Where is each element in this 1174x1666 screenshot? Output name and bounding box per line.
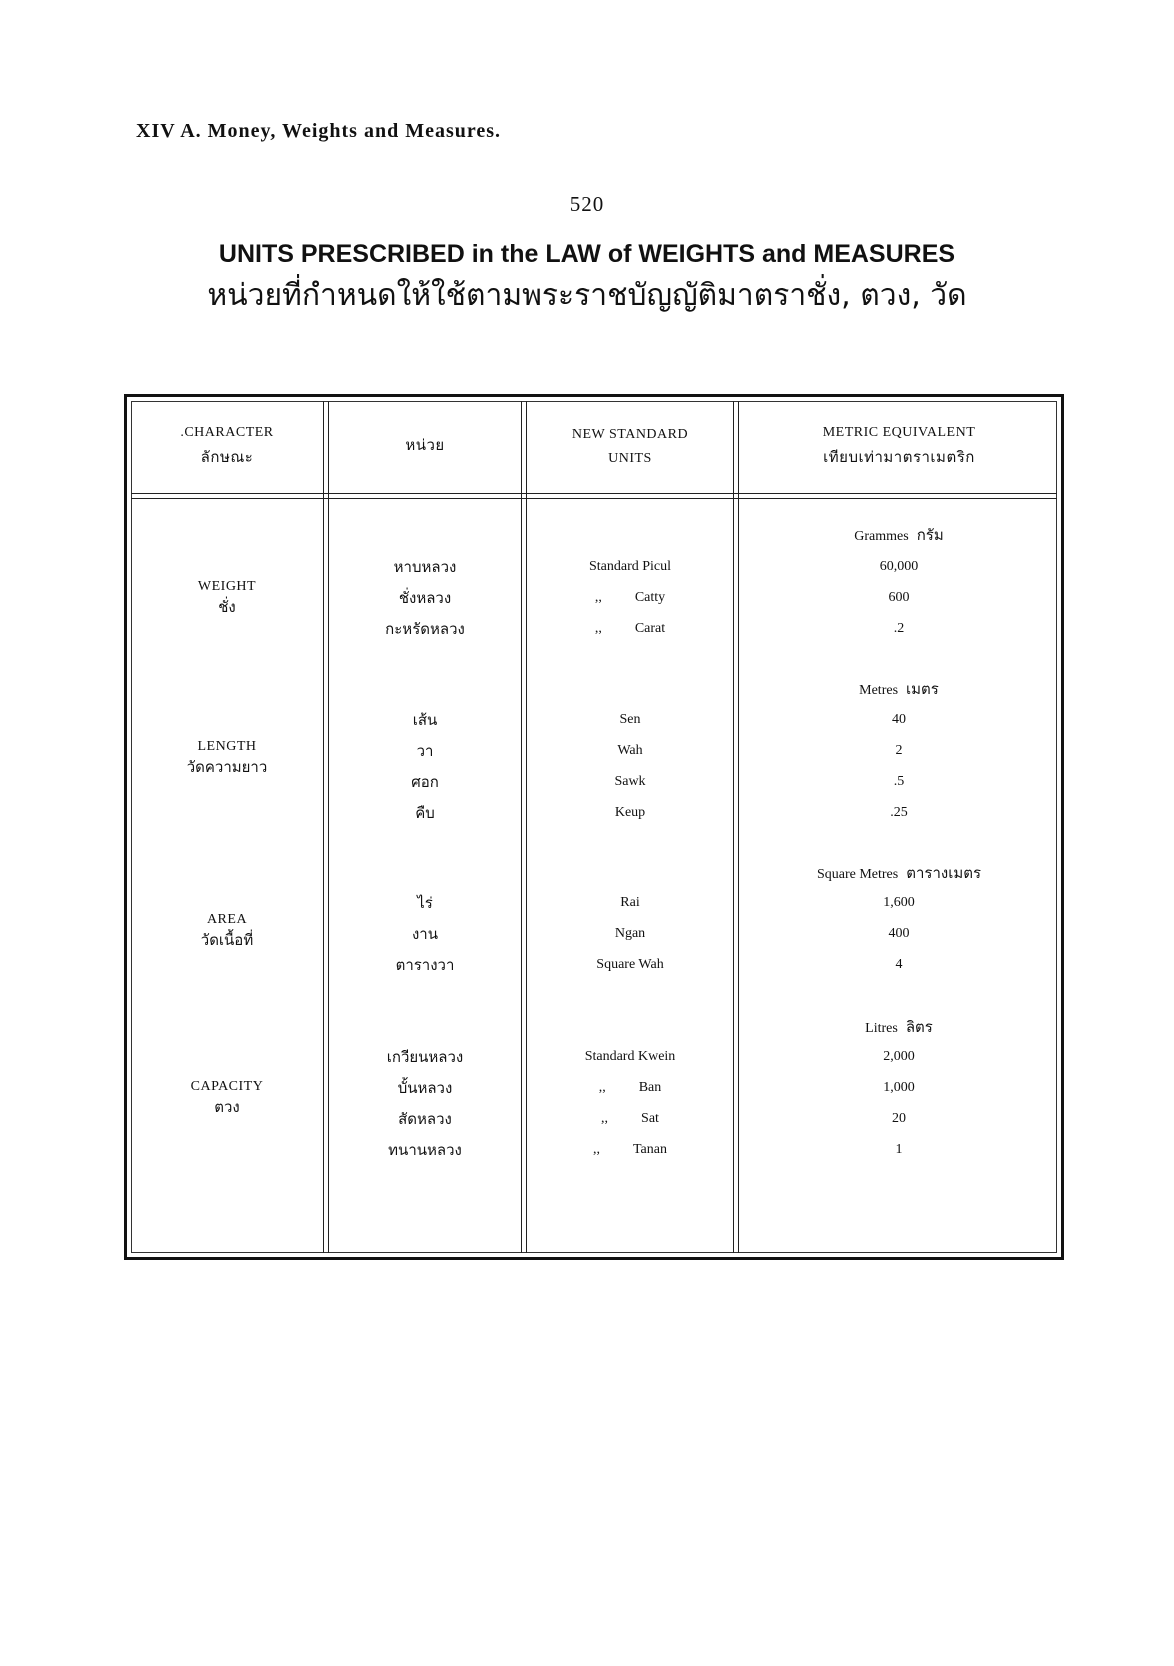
standard-unit <box>527 741 733 761</box>
standard-unit-name: Keup <box>614 805 646 820</box>
character-th: ตวง <box>214 1098 240 1116</box>
unit-thai: สัดหลวง <box>398 1110 452 1128</box>
metric-value: .5 <box>893 774 905 789</box>
ditto-mark: ,, <box>594 621 602 636</box>
group-character <box>131 577 323 617</box>
unit-thai: กะหรัดหลวง <box>385 620 465 638</box>
metric-unit-en: Metres <box>859 683 899 698</box>
metric-unit-heading <box>739 863 1059 885</box>
unit-thai: ชั่งหลวง <box>398 589 452 607</box>
page-number: 520 <box>569 192 605 216</box>
unit-thai: คืบ <box>415 804 435 822</box>
ditto-mark: ,, <box>598 1080 606 1095</box>
page-title-english: UNITS PRESCRIBED in the LAW of WEIGHTS and MEASURES <box>218 240 956 268</box>
unit-thai: ไร่ <box>417 894 433 912</box>
standard-unit-name: Catty <box>634 590 666 605</box>
header-standard <box>527 423 733 471</box>
standard-unit <box>527 893 733 913</box>
standard-unit-name: Square Wah <box>596 957 664 972</box>
ditto-mark: ,, <box>601 1111 609 1126</box>
group-character <box>131 910 323 950</box>
metric-value: 4 <box>895 957 903 972</box>
metric-unit-heading <box>739 525 1059 547</box>
metric-value: 40 <box>892 712 906 727</box>
group-character <box>131 1077 323 1117</box>
standard-unit <box>527 803 733 823</box>
header-standard-line2: UNITS <box>608 451 652 466</box>
standard-unit-name: Tanan <box>632 1142 667 1157</box>
metric-value: 400 <box>888 926 910 941</box>
standard-unit <box>527 710 733 730</box>
standard-unit-name: Carat <box>634 621 666 636</box>
standard-unit <box>527 1078 733 1098</box>
metric-unit-heading <box>739 679 1059 701</box>
standard-unit <box>527 1140 733 1160</box>
standard-unit-name: Ban <box>638 1080 662 1095</box>
header-divider <box>131 493 1057 499</box>
character-en: WEIGHT <box>197 579 257 594</box>
metric-unit-heading <box>739 1017 1059 1039</box>
standard-unit <box>527 924 733 944</box>
ditto-mark: ,, <box>592 1142 600 1157</box>
metric-unit-en: Grammes <box>854 529 909 544</box>
page-title-thai: หน่วยที่กำหนดให้ใช้ตามพระราชบัญญัติมาตราชั่ง, ตวง, วัด <box>207 278 967 313</box>
character-th: วัดเนื้อที่ <box>200 931 254 949</box>
standard-unit-name: Wah <box>617 743 643 758</box>
standard-unit <box>527 1047 733 1067</box>
standard-unit <box>527 1109 733 1129</box>
standard-unit <box>527 955 733 975</box>
standard-unit-name: Sawk <box>614 774 646 789</box>
metric-value: 2,000 <box>883 1049 915 1064</box>
units-table <box>124 394 1064 1260</box>
unit-thai: เกวียนหลวง <box>386 1048 464 1066</box>
metric-value: 60,000 <box>879 559 919 574</box>
character-en: CAPACITY <box>190 1079 264 1094</box>
standard-unit-name: Ngan <box>614 926 646 941</box>
header-unit <box>329 433 521 457</box>
metric-unit-th: ลิตร <box>905 1018 933 1036</box>
metric-value: 600 <box>888 590 910 605</box>
standard-unit-name: Standard Picul <box>588 559 672 574</box>
header-character <box>131 421 323 469</box>
standard-unit-name: Sen <box>619 712 641 727</box>
standard-unit-name: Sat <box>641 1111 659 1126</box>
standard-unit <box>527 619 733 639</box>
standard-unit <box>527 772 733 792</box>
unit-thai: หาบหลวง <box>393 558 457 576</box>
character-th: วัดความยาว <box>186 758 268 776</box>
character-en: AREA <box>206 912 248 927</box>
metric-value: .25 <box>890 805 908 820</box>
unit-thai: งาน <box>411 925 438 943</box>
header-metric-th: เทียบเท่ามาตราเมตริก <box>823 448 975 466</box>
header-metric <box>739 421 1059 469</box>
character-en: LENGTH <box>197 739 257 754</box>
metric-unit-en: Square Metres <box>816 867 899 882</box>
unit-thai: เส้น <box>412 711 438 729</box>
section-heading: XIV A. Money, Weights and Measures. <box>136 120 502 142</box>
character-th: ชั่ง <box>218 598 236 616</box>
ditto-mark: ,, <box>594 590 602 605</box>
metric-value: 20 <box>892 1111 906 1126</box>
unit-thai: ทนานหลวง <box>388 1141 462 1159</box>
metric-value: 1,000 <box>883 1080 915 1095</box>
metric-unit-th: เมตร <box>906 680 939 698</box>
unit-thai: วา <box>416 742 434 760</box>
metric-unit-en: Litres <box>865 1021 898 1036</box>
standard-unit <box>527 557 733 577</box>
metric-value: 1,600 <box>883 895 915 910</box>
metric-value: 1 <box>895 1142 903 1157</box>
header-character-en: .CHARACTER <box>180 425 274 440</box>
standard-unit <box>527 588 733 608</box>
metric-value: .2 <box>893 621 905 636</box>
metric-unit-th: ตารางเมตร <box>906 864 982 882</box>
unit-thai: บั้นหลวง <box>397 1079 453 1097</box>
unit-thai: ตารางวา <box>395 956 455 974</box>
metric-unit-th: กรัม <box>916 526 944 544</box>
metric-value: 2 <box>895 743 903 758</box>
header-unit-th: หน่วย <box>405 436 445 454</box>
header-metric-line1: METRIC EQUIVALENT <box>822 425 976 440</box>
standard-unit-name: Rai <box>620 895 640 910</box>
unit-thai: ศอก <box>411 773 439 791</box>
header-standard-line1: NEW STANDARD <box>571 427 689 442</box>
standard-unit-name: Standard Kwein <box>584 1049 676 1064</box>
group-character <box>131 737 323 777</box>
header-character-th: ลักษณะ <box>200 448 254 466</box>
